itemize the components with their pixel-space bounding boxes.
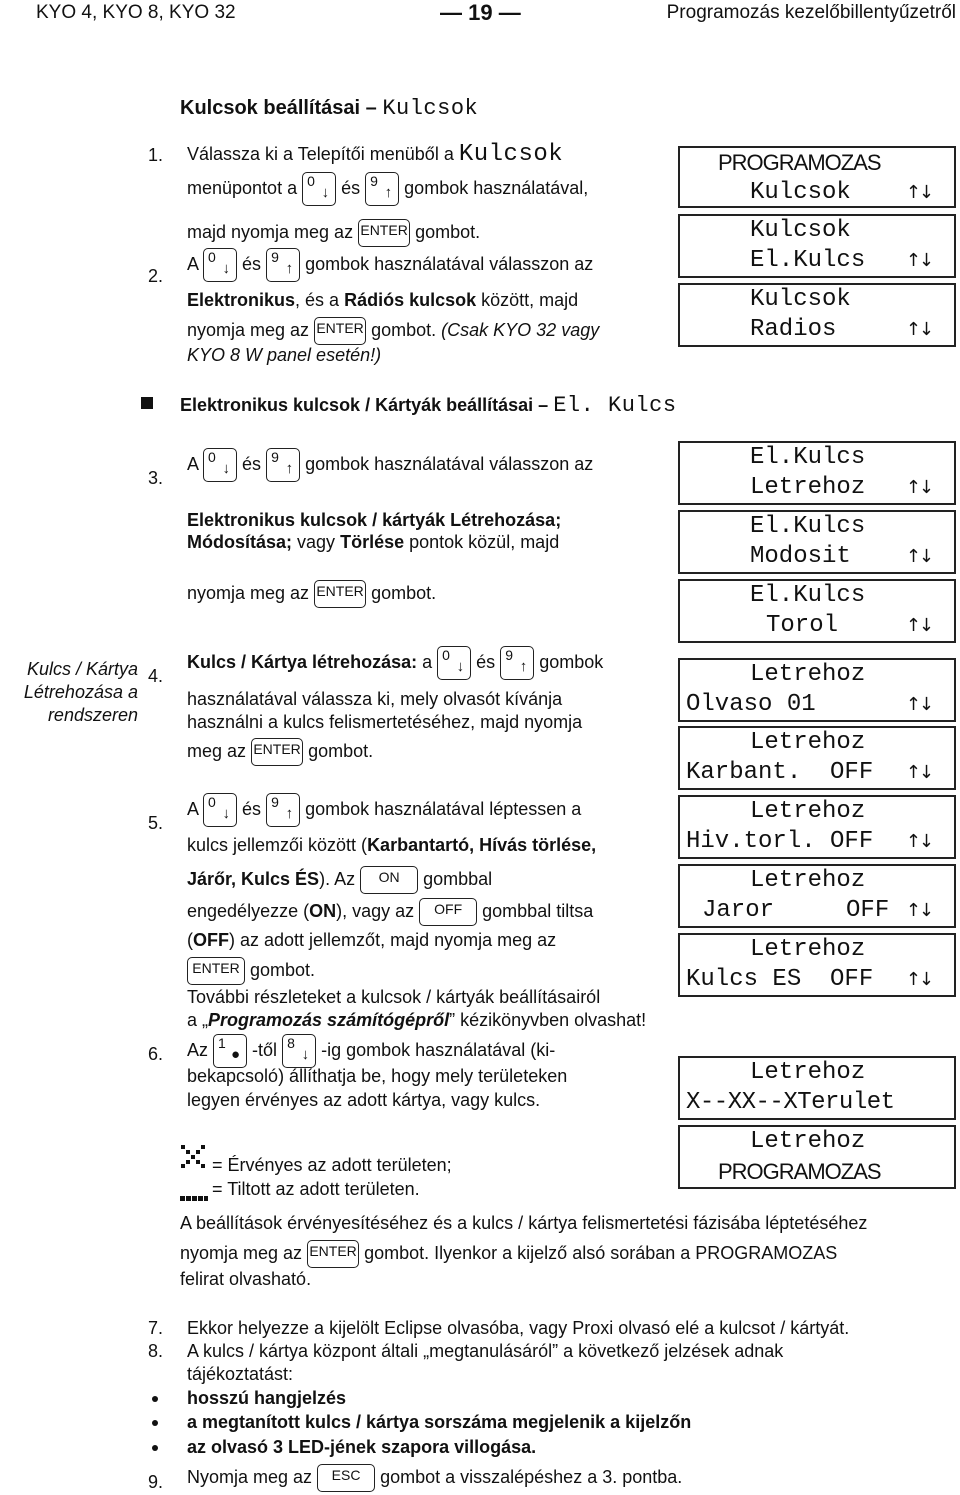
step8-line1: A kulcs / kártya központ általi „megtanulásáról” a következő jelzések adnak — [187, 1341, 784, 1361]
lcd-display: Letrehoz PROGRAMOZAS — [678, 1125, 956, 1189]
enter-key: ENTER — [307, 1240, 359, 1268]
bullet-dot — [152, 1420, 158, 1426]
side-note: Kulcs / Kártya Létrehozása a rendszeren — [23, 659, 138, 725]
section-title-electronic-keys: Elektronikus kulcsok / Kártyák beállításai – El. Kulcs — [180, 393, 677, 418]
step2-note: KYO 8 W panel esetén!) — [187, 345, 382, 365]
lcd-display: PROGRAMOZAS Kulcsok ↑↓ — [678, 146, 956, 208]
lcd-display: El.Kulcs Torol ↑↓ — [678, 579, 956, 643]
key-9: 9 ↑ — [500, 646, 534, 680]
up-down-arrows-icon: ↑↓ — [905, 477, 932, 498]
step4-line3: használni a kulcs felismertetéséhez, majd nyomja — [187, 712, 583, 732]
enter-key: ENTER — [314, 580, 366, 608]
key-0: 0 ↓ — [203, 448, 237, 482]
step3-line1: A 0 ↓ és 9 ↑ gombok használatával válasszon az — [187, 448, 593, 482]
up-down-arrows-icon: ↑↓ — [905, 831, 932, 852]
on-key: ON — [360, 866, 418, 894]
step8-line2: tájékoztatást: — [187, 1364, 294, 1384]
legend-valid: = Érvényes az adott területen; — [212, 1155, 452, 1175]
step3-line4: nyomja meg az ENTER gombot. — [187, 580, 436, 608]
step-number: 7. — [148, 1318, 164, 1338]
key-0: 0 ↓ — [203, 793, 237, 827]
legend-invalid: = Tiltott az adott területen. — [212, 1179, 420, 1199]
up-down-arrows-icon: ↑↓ — [905, 694, 932, 715]
step-number: 4. — [148, 666, 164, 686]
step4-line1: Kulcs / Kártya létrehozása: a 0 ↓ és 9 ↑ gombok — [187, 646, 603, 680]
enter-key: ENTER — [187, 957, 245, 985]
enter-key: ENTER — [251, 738, 303, 766]
key-9: 9 ↑ — [365, 172, 399, 206]
key-9: 9 ↑ — [266, 248, 300, 282]
step5-line6: ENTER gombot. — [187, 957, 315, 985]
step3-line2: Elektronikus kulcsok / kártyák Létrehozása; — [187, 510, 562, 530]
lcd-display: El.Kulcs Letrehoz ↑↓ — [678, 441, 956, 505]
lcd-display: Letrehoz Hiv.torl. OFF ↑↓ — [678, 795, 956, 859]
off-key: OFF — [419, 898, 477, 926]
header-right: Programozás kezelőbillentyűzetről — [666, 2, 956, 23]
key-9: 9 ↑ — [266, 448, 300, 482]
step5-line1: A 0 ↓ és 9 ↑ gombok használatával léptessen a — [187, 793, 581, 827]
step-number: 8. — [148, 1341, 164, 1361]
key-0: 0 ↓ — [203, 248, 237, 282]
up-down-arrows-icon: ↑↓ — [905, 615, 932, 636]
step-number: 2. — [148, 266, 164, 286]
bullet-item: a megtanított kulcs / kártya sorszáma megjelenik a kijelzőn — [187, 1412, 692, 1432]
step6-line3: legyen érvényes az adott kártya, vagy kulcs. — [187, 1090, 541, 1110]
step1-line1: Válassza ki a Telepítői menüből a Kulcsok — [187, 141, 564, 168]
step5-line3: Járőr, Kulcs ÉS). Az ON gombbal — [187, 866, 492, 894]
step-number: 1. — [148, 145, 164, 165]
up-down-arrows-icon: ↑↓ — [905, 182, 932, 203]
step5-line8: a „Programozás számítógépről” kézikönyvben olvashat! — [187, 1010, 647, 1030]
bullet-item: hosszú hangjelzés — [187, 1388, 347, 1408]
step4-line4: meg az ENTER gombot. — [187, 738, 373, 766]
paragraph-line2: nyomja meg az ENTER gombot. Ilyenkor a kijelző alsó sorában a PROGRAMOZAS — [180, 1240, 837, 1268]
section-bullet — [141, 397, 153, 409]
bullet-dot — [152, 1445, 158, 1451]
key-8: 8 ↓ — [282, 1034, 316, 1068]
step1-line3: majd nyomja meg az ENTER gombot. — [187, 219, 480, 247]
step4-line2: használatával válassza ki, mely olvasót kívánja — [187, 689, 563, 709]
enter-key: ENTER — [358, 219, 410, 247]
lcd-display: Letrehoz X--XX--XTerulet — [678, 1056, 956, 1120]
step1-line2: menüpontot a 0 ↓ és 9 ↑ gombok használatával, — [187, 172, 588, 206]
bullet-dot — [152, 1396, 158, 1402]
up-down-arrows-icon: ↑↓ — [905, 319, 932, 340]
step9-text: Nyomja meg az ESC gombot a visszalépéshez a 3. pontba. — [187, 1464, 682, 1492]
esc-key: ESC — [317, 1464, 375, 1492]
bullet-item: az olvasó 3 LED-jének szapora villogása. — [187, 1437, 537, 1457]
step-number: 5. — [148, 813, 164, 833]
step7-text: Ekkor helyezze a kijelölt Eclipse olvasóba, vagy Proxi olvasó elé a kulcsot / kártyát. — [187, 1318, 850, 1338]
step5-line7: További részleteket a kulcsok / kártyák beállításairól — [187, 987, 601, 1007]
step2-line2: Elektronikus, és a Rádiós kulcsok között, majd — [187, 290, 579, 310]
up-down-arrows-icon: ↑↓ — [905, 900, 932, 921]
step5-line2: kulcs jellemzői között (Karbantartó, Hívás törlése, — [187, 835, 597, 855]
step6-line2: bekapcsoló) állíthatja be, hogy mely területeken — [187, 1066, 568, 1086]
step-number: 9. — [148, 1472, 164, 1492]
page-number: — 19 — — [440, 0, 521, 25]
enter-key: ENTER — [314, 317, 366, 345]
lcd-display: El.Kulcs Modosit ↑↓ — [678, 510, 956, 574]
step6-line1: Az 1 ● -től 8 ↓ -ig gombok használatával (ki- — [187, 1034, 555, 1068]
up-down-arrows-icon: ↑↓ — [905, 546, 932, 567]
lcd-display: Letrehoz Karbant. OFF ↑↓ — [678, 726, 956, 790]
key-0: 0 ↓ — [437, 646, 471, 680]
step3-line3: Módosítása; vagy Törlése pontok közül, majd — [187, 532, 560, 552]
step-number: 3. — [148, 468, 164, 488]
invalid-area-icon — [180, 1186, 208, 1194]
paragraph-line3: felirat olvasható. — [180, 1269, 312, 1289]
step2-line1: A 0 ↓ és 9 ↑ gombok használatával válasszon az — [187, 248, 593, 282]
key-0: 0 ↓ — [302, 172, 336, 206]
lcd-display: Kulcsok Radios ↑↓ — [678, 283, 956, 347]
lcd-display: Kulcsok El.Kulcs ↑↓ — [678, 214, 956, 278]
step2-line3: nyomja meg az ENTER gombot. (Csak KYO 32 vagy — [187, 317, 599, 345]
up-down-arrows-icon: ↑↓ — [905, 969, 932, 990]
header-left: KYO 4, KYO 8, KYO 32 — [36, 2, 236, 23]
step5-line4: engedélyezze (ON), vagy az OFF gombbal tiltsa — [187, 898, 593, 926]
section-title-keys: Kulcsok beállításai – Kulcsok — [180, 96, 479, 121]
paragraph-line1: A beállítások érvényesítéséhez és a kulcs / kártya felismertetési fázisába léptetéséhez — [180, 1213, 868, 1233]
lcd-display: Letrehoz Olvaso 01 ↑↓ — [678, 658, 956, 722]
key-9: 9 ↑ — [266, 793, 300, 827]
up-down-arrows-icon: ↑↓ — [905, 762, 932, 783]
lcd-display: Letrehoz Jaror OFF ↑↓ — [678, 864, 956, 928]
up-down-arrows-icon: ↑↓ — [905, 250, 932, 271]
lcd-display: Letrehoz Kulcs ES OFF ↑↓ — [678, 933, 956, 997]
valid-area-icon — [180, 1144, 206, 1168]
key-1: 1 ● — [213, 1034, 247, 1068]
step-number: 6. — [148, 1044, 164, 1064]
step5-line5: (OFF) az adott jellemzőt, majd nyomja meg az — [187, 930, 557, 950]
